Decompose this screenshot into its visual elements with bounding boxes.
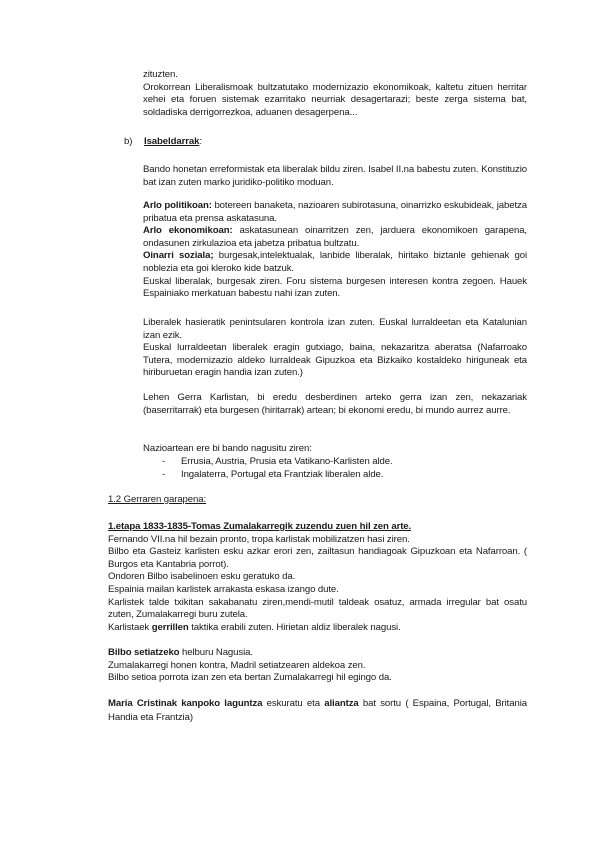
list-item: - Ingalaterra, Portugal eta Frantziak liberalen alde. bbox=[162, 468, 384, 480]
etapa-line: Bilbo eta Gasteiz karlisten esku azkar erori zen, zailtasun handiagoak Gipuzkoan eta Nafarroan. ( Burgos eta Kantabria porrot). bbox=[108, 546, 527, 570]
maria-bold-1: Maria Cristinak kanpoko laguntza bbox=[108, 698, 263, 709]
intro-line-1: zituzten. bbox=[143, 69, 178, 80]
gerrillen-bold: gerrillen bbox=[151, 621, 189, 633]
list-item-text: Ingalaterra, Portugal eta Frantziak liberalen alde. bbox=[181, 468, 384, 480]
nazioartean-text: Nazioartean ere bi bando nagusitu ziren: bbox=[143, 443, 312, 454]
section-12-heading-text: 1.2 Gerraren garapena: bbox=[108, 494, 207, 505]
maria-block bbox=[108, 697, 527, 725]
etapa-title bbox=[108, 521, 527, 534]
arlo-ekonomikoan bbox=[143, 225, 527, 250]
liberalek-block bbox=[143, 317, 527, 380]
etapa-line: Fernando VII.na hil bezain pronto, tropa karlistak mobilizatzen hasi ziren. bbox=[108, 533, 410, 545]
section-b-paragraph-1 bbox=[143, 164, 527, 189]
maria-bold-2: aliantza bbox=[324, 698, 359, 709]
oinarri-soziala-text: burgesak,intelektualak, lanbide liberalak, hiritako biztanle gehienak goi noblezia eta goi kleroko kide batzuk. bbox=[143, 250, 528, 274]
intro-block bbox=[143, 69, 527, 119]
etapa-block bbox=[108, 521, 527, 634]
bilbo-bold: Bilbo setiatzeko bbox=[108, 647, 180, 658]
gerrillen-post: taktika erabili zuten. Hirietan aldiz liberalek nagusi. bbox=[188, 621, 401, 633]
section-b-title: Isabeldarrak bbox=[144, 136, 200, 147]
liberalek-hasieratik: Liberalek hasieratik penintsularen kontrola izan zuten. Euskal lurraldeetan eta Katalunian izan ezik. bbox=[143, 317, 527, 341]
gerrillen-pre: Karlistaek bbox=[108, 621, 152, 633]
section-b-heading bbox=[124, 136, 524, 149]
arlo-politikoan-label: Arlo politikoan: bbox=[143, 200, 212, 211]
maria-paragraph bbox=[108, 697, 527, 725]
oinarri-soziala bbox=[143, 250, 527, 275]
nazioartean-block bbox=[143, 443, 527, 456]
arlo-ekonomikoan-text: askatasunean oinarritzen zen, jarduera ekonomikoen garapena, ondasunen zirkulazioa eta jabetza pribatua bultzatu. bbox=[143, 225, 527, 249]
zuma-line-2: Bilbo setioa porrota izan zen eta bertan Zumalakarregi hil egingo da. bbox=[108, 672, 392, 684]
lehen-gerra-block bbox=[143, 392, 527, 417]
etapa-line: Ondoren Bilbo isabelinoen esku geratuko da. bbox=[108, 571, 296, 583]
gerrillen-line bbox=[108, 622, 527, 635]
oinarri-soziala-label: Oinarri soziala; bbox=[143, 250, 214, 262]
section-b-title-suffix: : bbox=[199, 136, 202, 147]
nazioartean-list bbox=[162, 456, 522, 481]
section-b-p1-text: Bando honetan erreformistak eta liberalak bildu ziren. Isabel II.na babestu zuten. Konstituzio bat izan zuten marko juridiko-politiko moduan. bbox=[143, 164, 527, 188]
bilbo-block bbox=[108, 647, 527, 685]
section-12-heading bbox=[108, 494, 508, 507]
lehen-gerra-text: Lehen Gerra Karlistan, bi eredu desberdinen arteko gerra izan zen, nekazariak (baserritarrak) eta burgesen (hiritarrak) artean; bi ekonomi eredu, bi mundo aurrez aurre. bbox=[143, 392, 527, 416]
arlo-ekonomikoan-label: Arlo ekonomikoan: bbox=[143, 225, 233, 237]
section-b-features bbox=[143, 200, 527, 301]
etapa-line: Espainia mailan karlistek arrakasta eskasa izango dute. bbox=[108, 583, 339, 595]
arlo-politikoan-text: botereen banaketa, nazioaren subirotasuna, oinarrizko eskubideak, jabetza pribatua eta prensa askatasuna. bbox=[143, 200, 527, 224]
etapa-line: Karlistek talde txikitan sakabanatu ziren,mendi-mutil taldeak osatuz, armada irregular bat osatu zuten, Zumalakarregi buru zutela. bbox=[108, 596, 527, 621]
maria-mid: eskuratu eta bbox=[262, 698, 325, 709]
euskal-lurraldeetan: Euskal lurraldeetan liberalek eragin gutxiago, baina, nekazaritza aberatsa (Nafarroako Tutera, modernizazio aldeko lurraldeak Gipuzkoa eta Bizkaiko kostaldeko hiriguneak eta hiriburuetan eragin handia izan zuten.) bbox=[143, 342, 527, 379]
bilbo-post: helburu Nagusia. bbox=[179, 647, 253, 658]
etapa-title-text: 1.etapa 1833-1835-Tomas Zumalakarregik zuzendu zuen hil zen arte. bbox=[108, 521, 412, 532]
maria-post: bat sortu ( Espaina, Portugal, Britania Handia eta Frantzia) bbox=[108, 698, 527, 723]
bilbo-line bbox=[108, 647, 527, 660]
arlo-politikoan bbox=[143, 200, 527, 225]
section-b-marker: b) bbox=[124, 136, 133, 147]
intro-paragraph: Orokorrean Liberalismoak bultzatutako modernizazio ekonomikoak, kaltetu zituen herritar xehei eta foruen sistemak ezarritako neurriak desagertarazi; beste zerga sistema bat, soldadiska derrigorrezkoa, aduanen desagerpena... bbox=[143, 81, 527, 118]
list-item: - Errusia, Austria, Prusia eta Vatikano-Karlisten alde. bbox=[162, 456, 393, 467]
zuma-line-1: Zumalakarregi honen kontra, Madril setiatzearen aldekoa zen. bbox=[108, 659, 366, 671]
euskal-liberalak: Euskal liberalak, burgesak ziren. Foru sistema burgesen interesen kontra zegoen. Hauek Espainiako merkatuan babestu nahi izan zuten. bbox=[143, 275, 527, 300]
list-item-text: Errusia, Austria, Prusia eta Vatikano-Karlisten alde. bbox=[181, 456, 393, 467]
